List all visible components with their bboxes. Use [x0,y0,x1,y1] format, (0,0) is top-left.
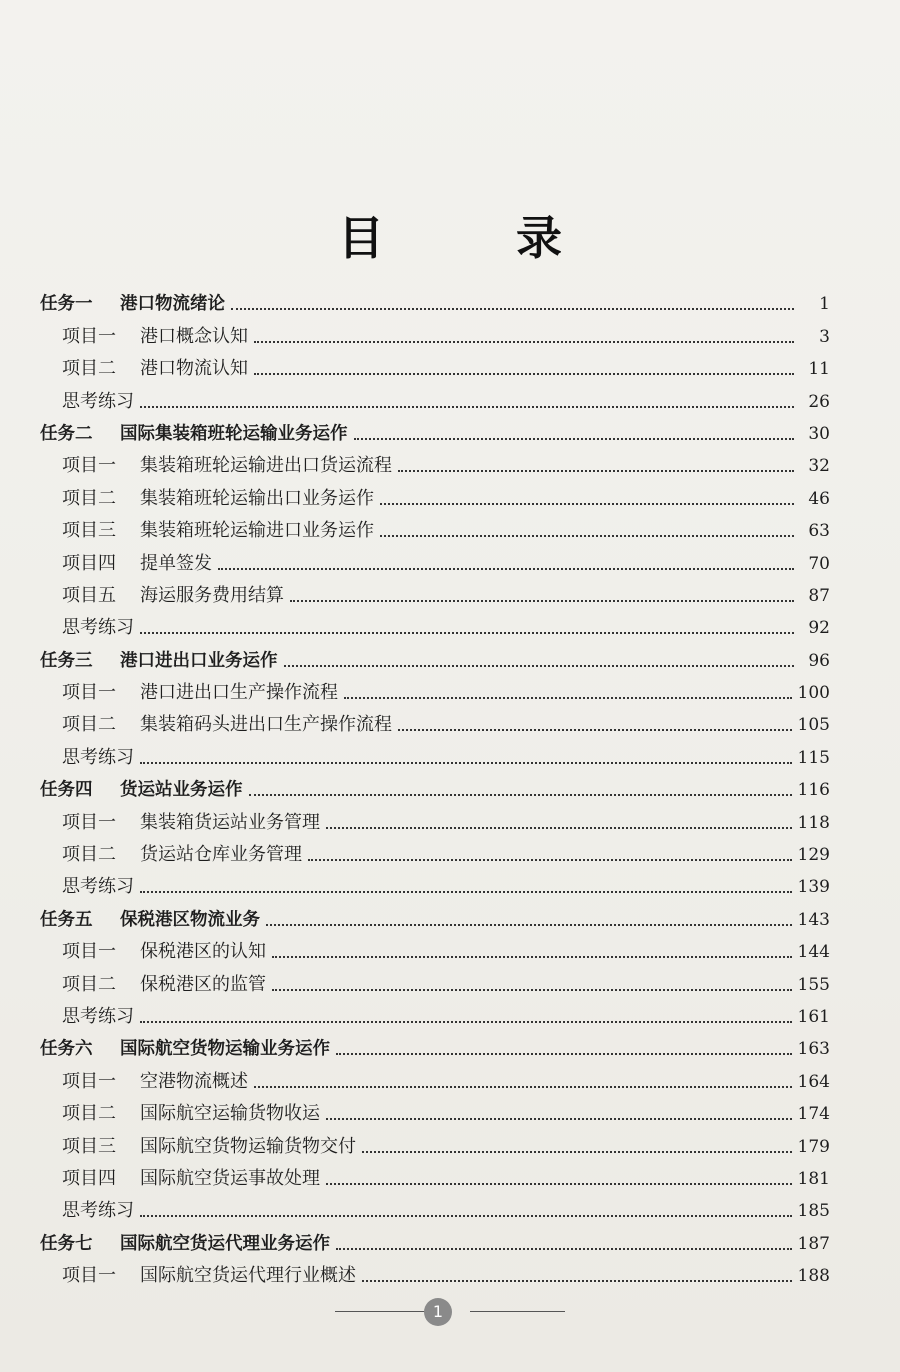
toc-entry-task[interactable] [40,639,830,671]
toc-entry-page-number: 87 [808,585,830,606]
toc-entry-exercise[interactable] [40,996,830,1028]
toc-entry-item[interactable] [40,963,830,995]
page-footer [0,1297,900,1327]
toc-entry-page-number: 155 [797,974,830,995]
toc-entry-label [40,293,225,315]
toc-entry-item[interactable] [40,445,830,477]
footer-rule-right [470,1311,565,1312]
toc-entry-prefix: 任务三 [40,650,93,671]
toc-entry-label [62,1168,320,1190]
toc-entry-title: 保税港区物流业务 [120,909,260,930]
dot-leader [254,341,794,343]
toc-entry-label [62,553,212,575]
toc-entry-page-number: 11 [808,359,830,380]
toc-entry-prefix: 项目一 [62,682,116,704]
toc-entry-title: 集装箱班轮运输进出口货运流程 [140,455,392,477]
dot-leader [218,568,794,570]
toc-entry-prefix: 项目四 [62,1167,116,1189]
toc-entry-page-number: 26 [808,391,830,412]
toc-entry-prefix: 任务六 [40,1039,93,1060]
toc-entry-title: 港口进出口业务运作 [120,650,278,671]
toc-entry-label [62,1071,248,1093]
toc-entry-prefix: 项目一 [62,811,116,833]
toc-entry-title: 思考练习 [62,390,134,412]
toc-entry-prefix: 项目一 [62,941,116,963]
dot-leader [140,406,794,408]
toc-entry-item[interactable] [40,348,830,380]
toc-entry-title: 思考练习 [62,617,134,639]
toc-entry-title: 货运站业务运作 [120,780,243,801]
toc-entry-prefix: 项目三 [62,1135,116,1157]
toc-entry-label [62,455,392,477]
toc-entry-label [62,326,248,348]
toc-entry-page-number: 163 [797,1039,830,1060]
toc-entry-exercise[interactable] [40,1190,830,1222]
toc-entry-label [62,682,338,704]
dot-leader [249,794,792,796]
toc-entry-task[interactable] [40,1222,830,1254]
toc-entry-item[interactable] [40,510,830,542]
toc-entry-title: 思考练习 [62,876,134,898]
toc-entry-prefix: 项目二 [62,714,116,736]
toc-entry-page-number: 100 [797,683,830,704]
toc-entry-item[interactable] [40,542,830,574]
toc-entry-label [62,812,320,834]
toc-entry-title: 集装箱班轮运输出口业务运作 [140,487,374,509]
dot-leader [326,827,792,829]
toc-entry-page-number: 1 [819,294,830,315]
dot-leader [380,535,794,537]
toc-entry-label [62,1136,356,1158]
dot-leader [354,438,795,440]
toc-entry-title: 国际航空货运代理业务运作 [120,1233,330,1254]
dot-leader [336,1053,792,1055]
toc-entry-prefix: 项目四 [62,552,116,574]
toc-entry-page-number: 181 [797,1168,830,1189]
dot-leader [336,1248,792,1250]
toc-entry-title: 集装箱货运站业务管理 [140,811,320,833]
toc-entry-label [62,844,302,866]
toc-entry-label [62,974,266,996]
toc-entry-title: 思考练习 [62,746,134,768]
dot-leader [326,1183,792,1185]
toc-entry-title: 海运服务费用结算 [140,584,284,606]
toc-entry-page-number: 118 [797,812,830,833]
toc-entry-title: 货运站仓库业务管理 [140,844,302,866]
toc-entry-task[interactable] [40,898,830,930]
toc-entry-page-number: 116 [797,780,830,801]
toc-entry-prefix: 项目一 [62,455,116,477]
toc-entry-prefix: 任务四 [40,780,93,801]
toc-entry-label [62,520,374,542]
toc-entry-task[interactable] [40,769,830,801]
toc-entry-prefix: 项目一 [62,1265,116,1287]
dot-leader [326,1118,792,1120]
dot-leader [254,1086,792,1088]
toc-entry-item[interactable] [40,315,830,347]
toc-entry-title: 国际航空运输货物收运 [140,1103,320,1125]
toc-entry-title: 国际集装箱班轮运输业务运作 [120,423,348,444]
toc-entry-title: 国际航空货运代理行业概述 [140,1265,356,1287]
toc-entry-page-number: 63 [808,521,830,542]
toc-entry-prefix: 任务五 [40,909,93,930]
toc-entry-item[interactable] [40,477,830,509]
toc-entry-page-number: 70 [808,553,830,574]
toc-entry-prefix: 项目二 [62,973,116,995]
footer-rule-left [335,1311,430,1312]
toc-entry-title: 港口概念认知 [140,325,248,347]
toc-entry-item[interactable] [40,575,830,607]
toc-entry-page-number: 96 [808,650,830,671]
toc-entry-label [40,423,348,445]
dot-leader [362,1280,792,1282]
toc-entry-title: 提单签发 [140,552,212,574]
toc-entry-item[interactable] [40,801,830,833]
dot-leader [254,373,794,375]
toc-entry-item[interactable] [40,1158,830,1190]
toc-entry-page-number: 105 [797,715,830,736]
toc-entry-page-number: 161 [797,1006,830,1027]
toc-entry-exercise[interactable] [40,866,830,898]
dot-leader [290,600,794,602]
dot-leader [140,891,792,893]
toc-entry-label [62,585,284,607]
toc-entry-title: 保税港区的认知 [140,941,266,963]
toc-entry-exercise[interactable] [40,736,830,768]
toc-entry-exercise[interactable] [40,380,830,412]
toc-entry-label [62,941,266,963]
toc-entry-page-number: 46 [808,488,830,509]
toc-entry-prefix: 项目二 [62,844,116,866]
toc-entry-page-number: 139 [797,877,830,898]
dot-leader [284,665,795,667]
toc-entry-prefix: 项目一 [62,325,116,347]
toc-entry-label [62,714,392,736]
dot-leader [398,470,794,472]
toc-entry-prefix: 项目二 [62,358,116,380]
toc-entry-label [62,1103,320,1125]
toc-entry-prefix: 任务七 [40,1233,93,1254]
table-of-contents [40,283,830,1287]
dot-leader [140,1021,792,1023]
dot-leader [231,308,794,310]
dot-leader [308,859,792,861]
toc-entry-title: 思考练习 [62,1005,134,1027]
dot-leader [272,989,792,991]
toc-entry-title: 思考练习 [62,1200,134,1222]
toc-entry-prefix: 项目五 [62,584,116,606]
dot-leader [140,762,792,764]
dot-leader [266,924,792,926]
toc-entry-title: 港口进出口生产操作流程 [140,682,338,704]
toc-entry-title: 保税港区的监管 [140,973,266,995]
toc-entry-label [62,617,134,639]
toc-entry-item[interactable] [40,931,830,963]
toc-entry-label [62,876,134,898]
toc-entry-title: 空港物流概述 [140,1070,248,1092]
page-number-badge: 1 [424,1298,452,1326]
toc-entry-item[interactable] [40,1093,830,1125]
toc-entry-label [40,909,260,931]
toc-entry-page-number: 129 [797,845,830,866]
toc-entry-label [62,391,134,413]
toc-entry-title: 国际航空货物运输货物交付 [140,1135,356,1157]
toc-entry-item[interactable] [40,1125,830,1157]
toc-entry-title: 国际航空货运事故处理 [140,1167,320,1189]
toc-entry-page-number: 3 [819,326,830,347]
toc-entry-page-number: 92 [808,618,830,639]
toc-entry-label [40,779,243,801]
toc-entry-label [40,1233,330,1255]
dot-leader [344,697,792,699]
toc-entry-page-number: 144 [797,942,830,963]
toc-entry-label [40,650,278,672]
toc-entry-prefix: 项目三 [62,520,116,542]
dot-leader [398,729,792,731]
toc-entry-label [62,1006,134,1028]
toc-entry-item[interactable] [40,672,830,704]
toc-entry-exercise[interactable] [40,607,830,639]
toc-entry-item[interactable] [40,704,830,736]
toc-entry-prefix: 项目二 [62,487,116,509]
page-title: 目 录 [337,211,620,265]
toc-entry-prefix: 任务二 [40,423,93,444]
dot-leader [140,632,794,634]
toc-entry-label [62,1265,356,1287]
toc-entry-page-number: 164 [797,1071,830,1092]
toc-entry-label [40,1038,330,1060]
toc-entry-page-number: 188 [797,1266,830,1287]
toc-entry-title: 集装箱班轮运输进口业务运作 [140,520,374,542]
dot-leader [362,1151,792,1153]
toc-entry-label [62,488,374,510]
dot-leader [140,1215,792,1217]
toc-entry-title: 港口物流绪论 [120,294,225,315]
toc-entry-page-number: 115 [797,747,830,768]
dot-leader [380,503,794,505]
toc-entry-task[interactable] [40,1028,830,1060]
toc-entry-item[interactable] [40,1255,830,1287]
toc-entry-page-number: 187 [797,1233,830,1254]
toc-entry-label [62,747,134,769]
toc-entry-title: 港口物流认知 [140,358,248,380]
toc-entry-title: 国际航空货物运输业务运作 [120,1039,330,1060]
toc-entry-title: 集装箱码头进出口生产操作流程 [140,714,392,736]
toc-entry-page-number: 174 [797,1104,830,1125]
toc-entry-page-number: 32 [808,456,830,477]
toc-entry-prefix: 任务一 [40,294,93,315]
toc-entry-task[interactable] [40,413,830,445]
toc-entry-page-number: 143 [797,909,830,930]
toc-entry-page-number: 185 [797,1201,830,1222]
toc-entry-label [62,1200,134,1222]
toc-entry-prefix: 项目二 [62,1103,116,1125]
toc-entry-item[interactable] [40,1060,830,1092]
toc-entry-page-number: 179 [797,1136,830,1157]
toc-entry-prefix: 项目一 [62,1070,116,1092]
dot-leader [272,956,792,958]
toc-entry-label [62,358,248,380]
toc-entry-task[interactable] [40,283,830,315]
toc-entry-item[interactable] [40,834,830,866]
toc-entry-page-number: 30 [808,423,830,444]
